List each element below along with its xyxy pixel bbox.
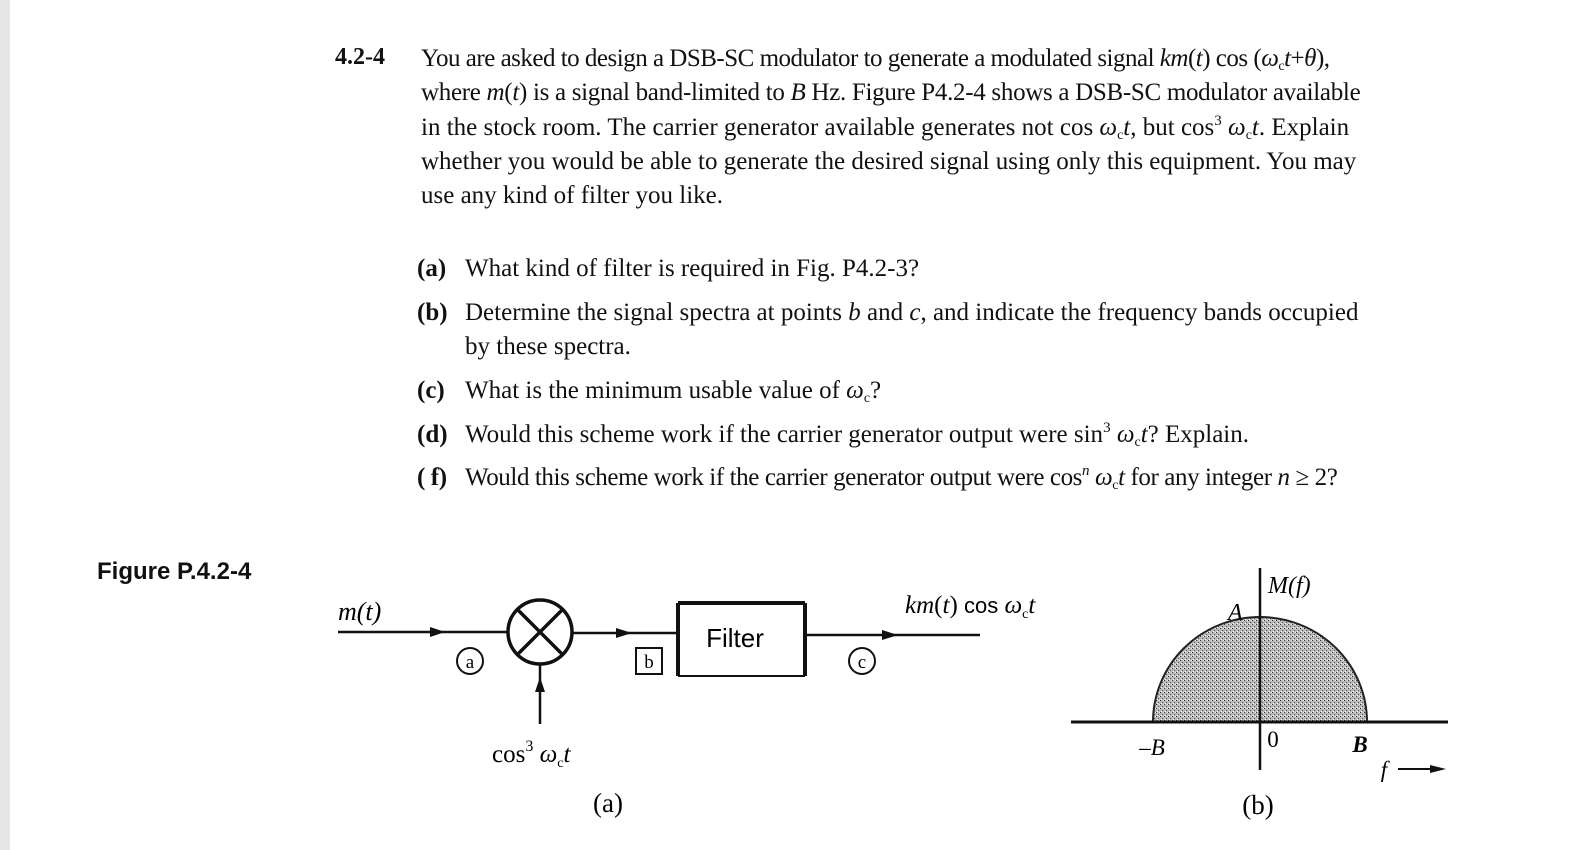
part-f-label: ( f) (417, 464, 447, 491)
point-a-label: a (465, 652, 475, 673)
point-a-marker (457, 648, 483, 674)
output-arrow (882, 630, 898, 640)
problem-line-5: use any kind of filter you like. (421, 182, 724, 209)
input-arrow (430, 627, 445, 637)
problem-line-4: whether you would be able to generate the desired signal using only this equipment. You may (421, 148, 1357, 175)
block-diagram (338, 592, 1036, 818)
filter-label: Filter (706, 623, 764, 653)
zero-label: 0 (1267, 727, 1279, 752)
carrier-label: $\cos^3 \omega_ct$ (492, 738, 571, 771)
multiplier (508, 600, 572, 664)
f-arrow-head (1430, 765, 1446, 773)
block-caption: (a) (593, 788, 623, 818)
problem-line-1: You are asked to design a DSB-SC modulator to generate a modulated signal km(t) $\cos (\omega_ct+\theta)$, (421, 45, 1330, 74)
input-label: m(t) (338, 597, 382, 626)
amplitude-label: A (1228, 600, 1243, 626)
part-f: ( f) Would this scheme work if the carrier generator output were $\cos^n \omega_ct$ for any integer n ≥ 2? (417, 463, 1338, 493)
part-d-label: (d) (417, 421, 448, 448)
carrier-arrow (535, 677, 545, 692)
filter-block (678, 603, 805, 676)
part-d: (d) Would this scheme work if the carrier generator output were $\sin^3 \omega_ct$? Explain. (417, 420, 1249, 450)
point-b-marker (636, 648, 662, 674)
neg-b-label: –B (1139, 735, 1165, 760)
part-a-label: (a) (417, 255, 447, 282)
pos-b-label: B (1352, 732, 1368, 757)
spectrum-plot (1071, 568, 1448, 820)
part-b: (b) Determine the signal spectra at points b and c, and indicate the frequency bands occupied (417, 296, 1358, 330)
f-axis-label: f (1380, 757, 1388, 782)
part-c: (c) What is the minimum usable value of $\omega_c$? (417, 374, 881, 408)
mult-arrow (616, 628, 632, 638)
problem-line-3: in the stock room. The carrier generator available generates not $\cos \omega_ct$, but $\cos^3 \omega_ct$. Explain (421, 113, 1350, 143)
output-label: km(t) $\cos \omega_ct$ (905, 592, 1036, 622)
problem-line-2: where m(t) is a signal band-limited to B Hz. Figure P4.2-4 shows a DSB-SC modulator available (421, 79, 1361, 106)
problem-number: 4.2-4 (335, 44, 385, 70)
point-c-marker (849, 648, 875, 674)
spectrum-title: M(f) (1268, 573, 1311, 599)
part-a-text: What kind of filter is required in Fig. P4.2-3? (465, 255, 920, 282)
part-c-label: (c) (417, 377, 445, 404)
figure-label: Figure P.4.2-4 (97, 558, 252, 585)
part-b-continuation: by these spectra. (465, 333, 631, 360)
point-c-label: c (857, 652, 867, 673)
spectrum-caption: (b) (1242, 790, 1274, 820)
point-b-label: b (644, 652, 654, 673)
part-b-label: (b) (417, 299, 448, 326)
